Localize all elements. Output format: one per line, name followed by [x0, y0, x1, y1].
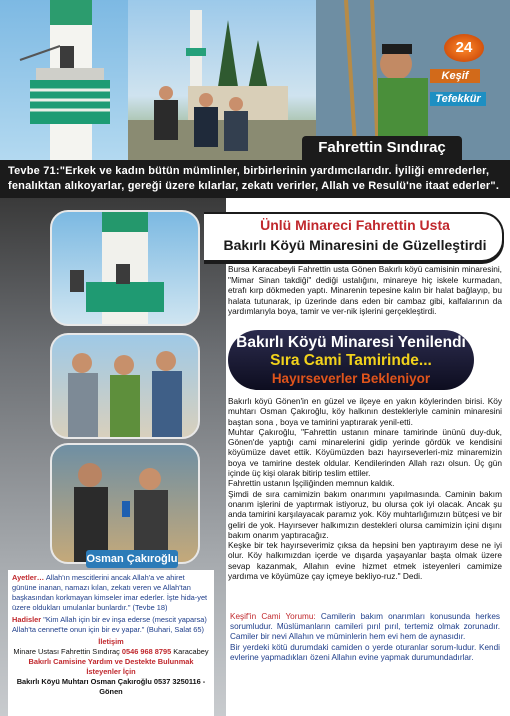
name-tag: Fahrettin Sındıraç — [302, 136, 462, 160]
article1-body: Bursa Karacabeyli Fahrettin usta Gönen Bakırlı köyü camisinin minaresini, "Mimar Sinan takdiği" dediği ustalığını, minareye hiç iskele kurmadan, etrafı kırp dökmeden yaptı. Minarenin tepesine kalın bir halat bağlayıp, bu halata tutunarak, ip üzerinde dans eden bir cambaz gibi, kalfalarının da yardımlarıyla boya, tamir ve ver-nik işlerini gerçekleştirdi. — [228, 264, 502, 317]
comment-label: Keşif'in Cami Yorumu: — [230, 612, 316, 621]
interview-illustration — [52, 445, 198, 562]
interview-photo — [50, 443, 200, 564]
article2-paragraph: Keşke bir tek hayırseverimiz çıksa da hepsini ben yaptırayım dese ne iyi olur. Köy halkımızdan içerde ve dışarda yaşayanlar başta olmak üzere sevap kazanmak, Allahın evine hizmet etmek isteyenleri camimize yardıma ve köyümüze çay içmeye bekliyo-ruz." Dedi. — [228, 540, 502, 582]
contact-line-1-text: Minare Ustası Fahrettin Sındıraç — [13, 647, 120, 656]
contact-line-1 — [12, 647, 210, 657]
minaret-work-illustration — [52, 212, 198, 324]
photo-caption: Osman Çakıroğlu — [86, 550, 178, 568]
contact-title: İletişim — [98, 637, 124, 646]
article2-paragraph: Muhtar Çakıroğlu, "Fahrettin ustanın minare tamirinde ününü duy-duk, Gönen'de yaptığı cami minarelerini gidip yerinde gördük ve kendisini köyümüze davet ettik. Köyümüzden bazı hayırseverleri-miz minaremizin boya ve tamirine destek oldular. Kendilerinden Allah razı olsun. Üç gün içinde üç kişi olarak bitirip teslim ettiler. — [228, 426, 502, 479]
contact-line-3: Bakırlı Köyü Muhtarı Osman Çakıroğlu 0537 3250116 - Gönen — [16, 677, 206, 696]
hadisler-block — [12, 615, 210, 635]
contact-line-2: Bakırlı Camisine Yardım ve Destekte Bulunmak İsteyenler İçin — [28, 657, 194, 676]
article2-title-line3: Hayırseverler Bekleniyor — [271, 371, 431, 386]
comment-text-2: Bir yerdeki kötü durumdaki camiden o yerde oturanlar sorum-ludur. Kendi evlerine yapmadıkları özeni Allahın evine yapmak durumundadırlar. — [230, 642, 500, 662]
article2-paragraph: Bakırlı köyü Gönen'in en güzel ve ilçeye en yakın köylerinden birisi. Köy muhtarı Osman Çakıroğlu, köy halkının destekleriyle caminin minaresini baştan sona , boya ve tamirini yaptırarak yenil-etti. — [228, 396, 502, 427]
three-men-illustration — [52, 335, 198, 437]
comment-block — [230, 612, 500, 663]
article2-paragraph: Şimdi de sıra camimizin bakım onarımını yapılmasında. Caminin bakım onarım işlerini de yaptırmak istiyoruz, bu olursa çok iyi olacak. Ancak şu anda tamirini karşılayacak paramız yok. Köy muhtarlığımızın bütçesi ve bir geliri de yok. Hayırsever halkımızın destekleri olursa camimizin içini dışını bakım onarım yaptıracağız. — [228, 488, 502, 540]
hadisler-text: "Kim Allah için bir ev inşa ederse (mescit yaparsa) Allah'ta cennet'te onun için bir ev yapar." (Buhari, Salat 65) — [12, 615, 207, 634]
sidebar-quotes — [8, 570, 214, 716]
minaret-work-photo — [50, 210, 200, 326]
minaret-illustration — [0, 0, 128, 160]
article1-title-line1: Ünlü Minareci Fahrettin Usta — [260, 217, 450, 233]
article2-headline — [228, 330, 474, 390]
article1-title-line2: Bakırlı Köyü Minaresini de Güzelleştirdi — [223, 237, 487, 253]
comment-text: Camilerin bakım onarımları konusunda herkes sorumludur. Müslümanların camileri pırıl pırıl, tertemiz olmak zorunadır. Camiler bir nevi Allahın ve müminlerin hem evi hem de aynasıdır. — [230, 612, 500, 642]
contact-phone-1: 0546 968 8795 — [121, 647, 172, 656]
group-illustration — [128, 0, 316, 160]
page-number-badge: 24 — [444, 34, 484, 62]
men-photo — [128, 0, 316, 160]
contact-line-1-end: Karacabey — [173, 647, 209, 656]
tefekkur-tag: Tefekkür — [430, 92, 486, 106]
article2-body — [228, 396, 502, 581]
article2-title-line2: Sıra Cami Tamirinde... — [270, 352, 432, 369]
article1-headline — [204, 212, 504, 262]
article2-paragraph: Fahrettin ustanın İşçiliğinden memnun kaldık. — [228, 478, 395, 489]
minaret-photo — [0, 0, 128, 160]
ayetler-text: Allah'ın mescitlerini ancak Allah'a ve ahiret gününe inanan, namazı kılan, zekatı veren ve Allah'tan başkasından korkmayan kimseler imar ederler. İşte hida-yet üzere oldukları umulanlar bunlardır." (Tevbe 18) — [12, 573, 208, 612]
ayetler-label: Ayetler… — [12, 573, 45, 582]
kesif-tag: Keşif — [430, 69, 480, 83]
three-men-photo — [50, 333, 200, 439]
hadisler-label: Hadisler — [12, 615, 42, 624]
verse-banner: Tevbe 71:"Erkek ve kadın bütün mümlinler, birbirlerinin yardımcılarıdır. İyiliği emrederler, fenalıktan alıkoyarlar, gereği üzere kılarlar, zekatı verirler, Allah ve Resulü'ne itaat ederler". — [0, 160, 510, 198]
article2-title-line1: Bakırlı Köyü Minaresi Yenilendi — [236, 334, 466, 351]
ayetler-block — [12, 573, 210, 613]
